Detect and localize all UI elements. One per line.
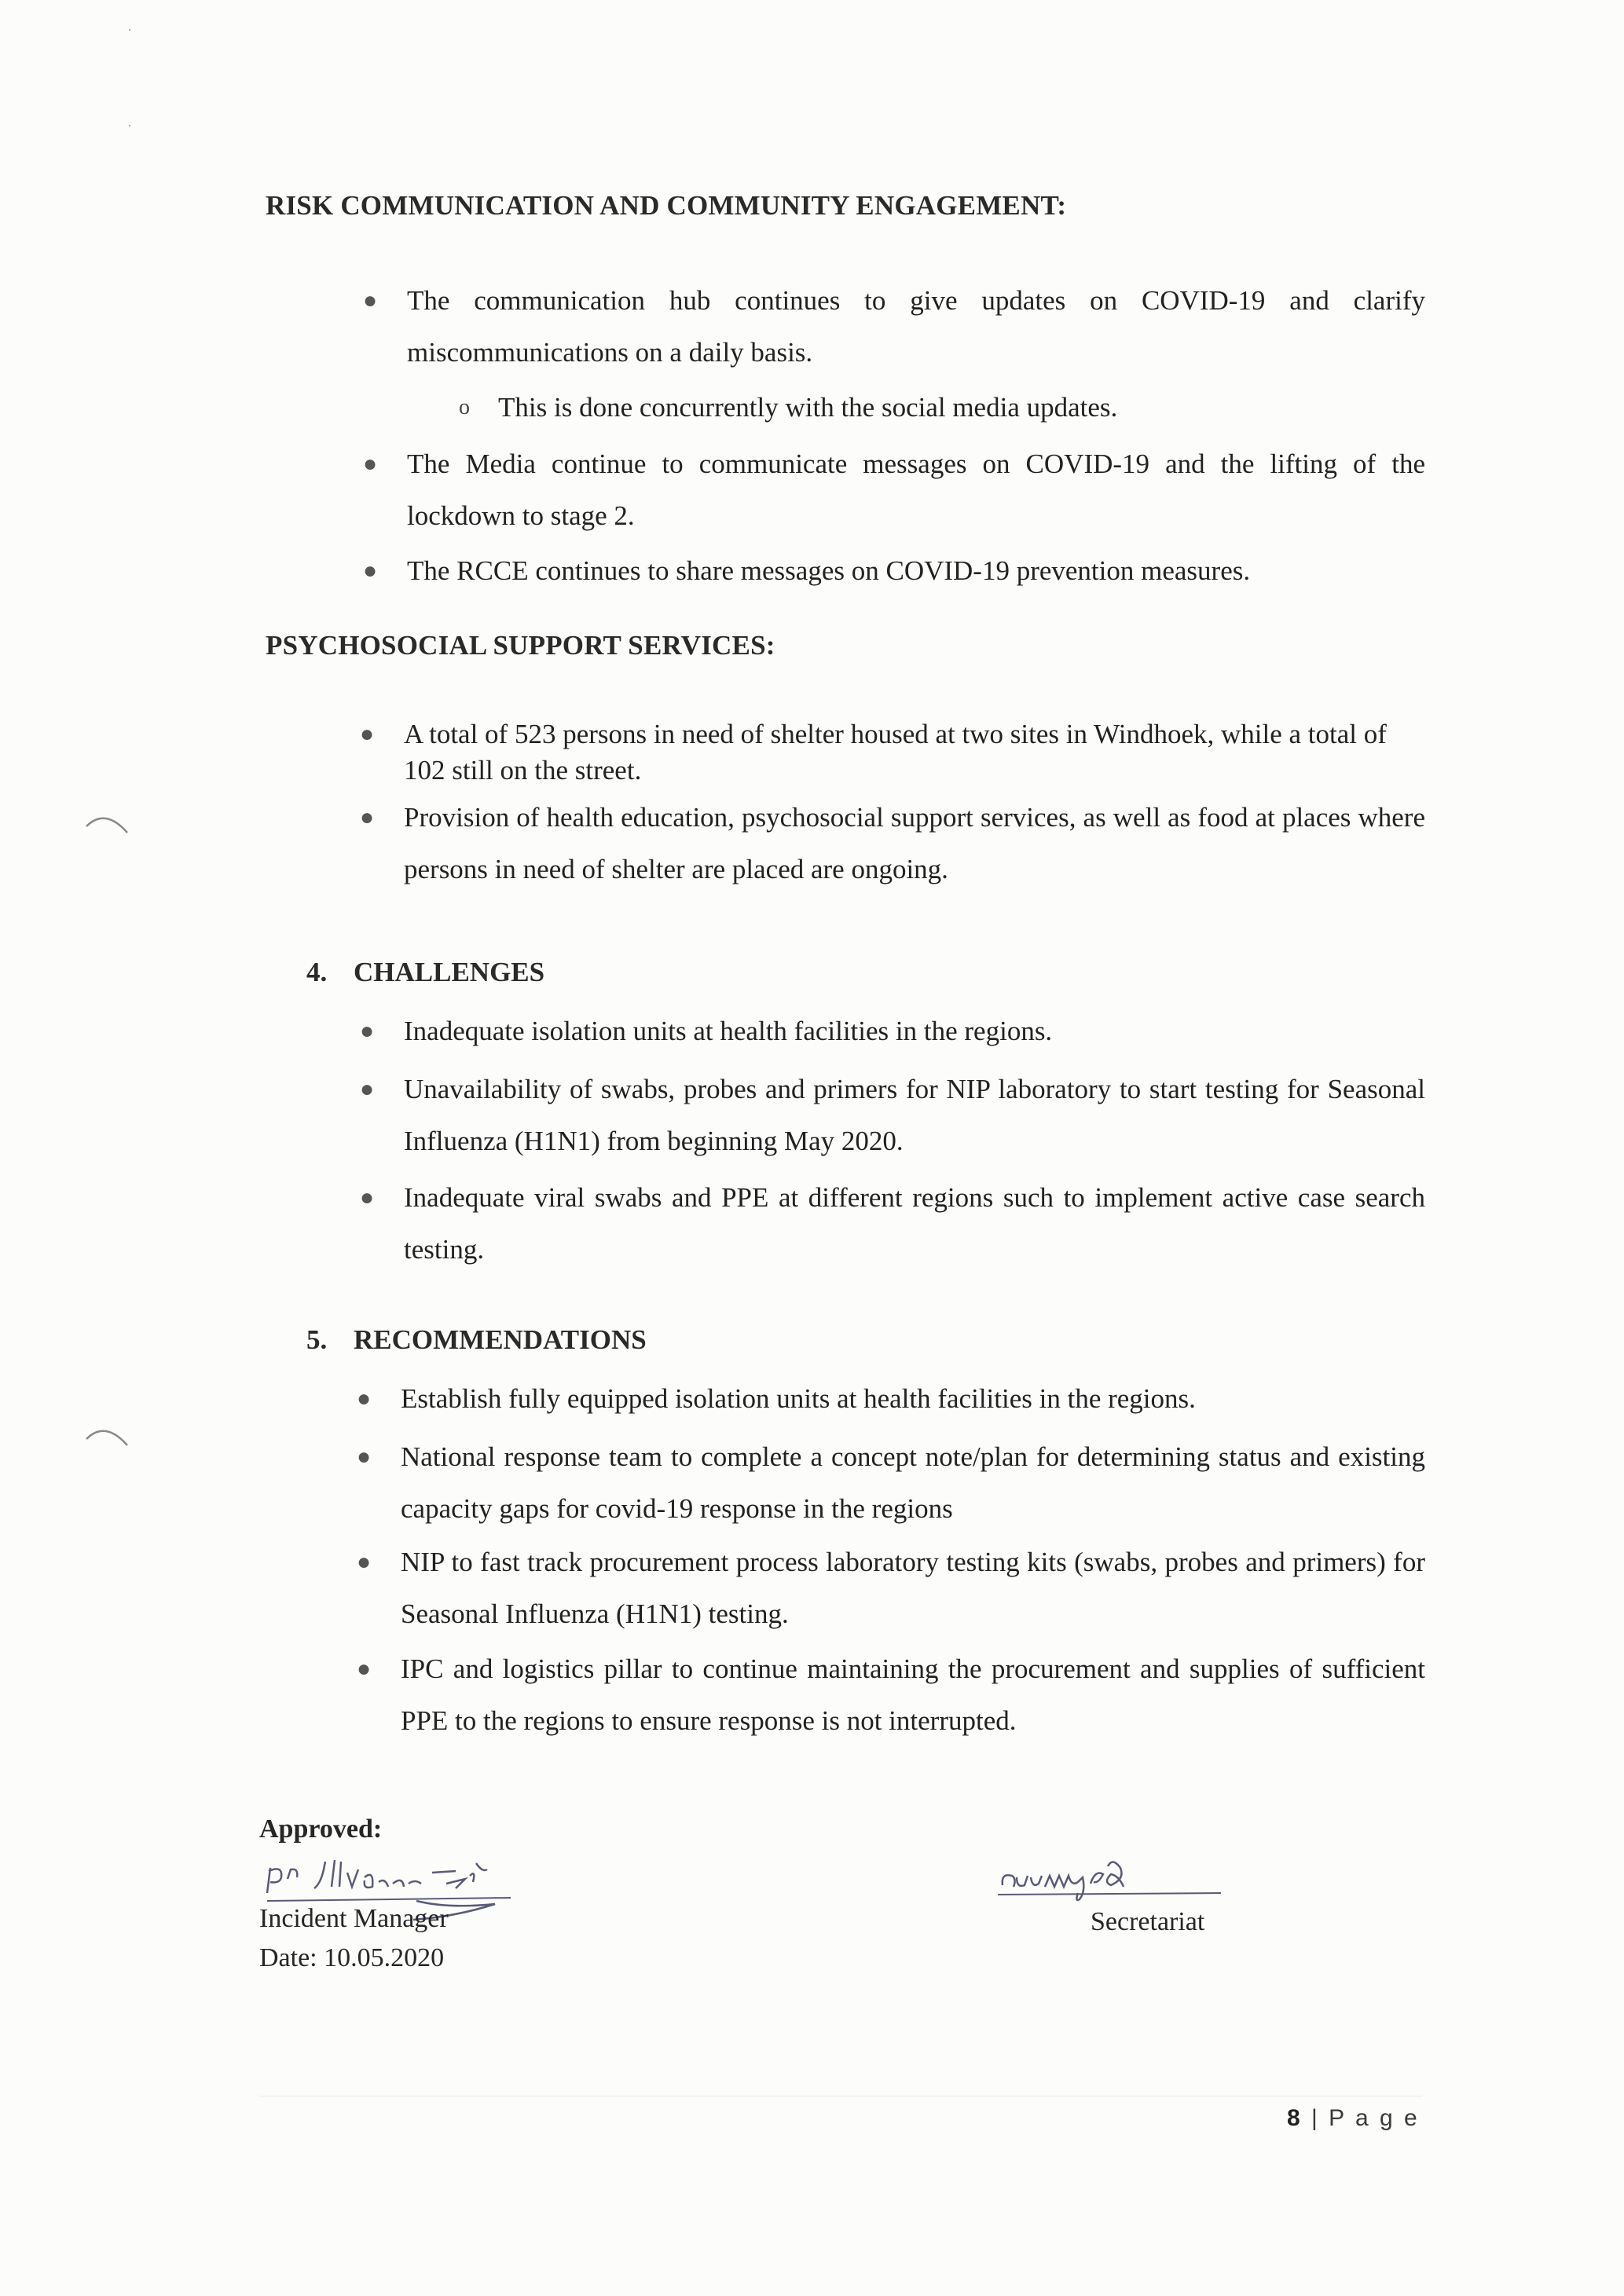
list-item: [360, 1005, 1425, 1057]
list-item-text: The communication hub continues to give updates on COVID-19 and clarify miscommunications on a daily basis.: [407, 285, 1425, 368]
section-number: 5.: [306, 1324, 328, 1355]
bullet-icon: ●: [360, 1076, 375, 1102]
scan-mark: ·: [127, 118, 132, 134]
list-item: [360, 792, 1425, 895]
bullet-icon: ●: [357, 1656, 372, 1682]
approved-label: Approved:: [259, 1814, 383, 1844]
secretariat-signature: [993, 1838, 1229, 1909]
bullet-icon: ●: [357, 1386, 372, 1412]
list-item: [357, 1373, 1425, 1425]
circle-bullet-icon: o: [459, 395, 470, 419]
incident-manager-label: Incident Manager: [259, 1904, 449, 1933]
list-item: [363, 545, 1425, 597]
list-item-text: Unavailability of swabs, probes and primers for NIP laboratory to start testing for Seasonal Influenza (H1N1) from beginning May 2020.: [404, 1074, 1425, 1156]
list-item-text: Establish fully equipped isolation units at health facilities in the regions.: [401, 1383, 1196, 1414]
list-item-text: Provision of health education, psychosocial support services, as well as food at places where persons in need of shelter are placed are ongoing.: [404, 802, 1425, 884]
approval-date: Date: 10.05.2020: [259, 1943, 445, 1972]
page-number: [1287, 2105, 1420, 2132]
list-item: [357, 1536, 1425, 1640]
list-item: [360, 716, 1425, 789]
list-subitem: [459, 382, 1425, 434]
list-item-text: NIP to fast track procurement process laboratory testing kits (swabs, probes and primers) for Seasonal Influenza (H1N1) testing.: [401, 1547, 1425, 1629]
list-item-text: Inadequate viral swabs and PPE at different regions such to implement active case search testing.: [404, 1182, 1425, 1265]
list-item-text: Inadequate isolation units at health facilities in the regions.: [404, 1016, 1053, 1046]
bullet-icon: ●: [357, 1549, 372, 1575]
list-item-text: IPC and logistics pillar to continue maintaining the procurement and supplies of sufficient PPE to the regions to ensure response is not interrupted.: [401, 1653, 1425, 1736]
section-number: 4.: [306, 957, 328, 987]
section-heading-psychosocial: PSYCHOSOCIAL SUPPORT SERVICES:: [266, 630, 775, 661]
bullet-icon: ●: [360, 1018, 375, 1044]
bullet-icon: ●: [363, 451, 378, 477]
list-item: [360, 1172, 1425, 1276]
section-heading-text: RECOMMENDATIONS: [354, 1324, 647, 1355]
list-item-text: National response team to complete a concept note/plan for determining status and existing capacity gaps for covid-19 response in the regions: [401, 1441, 1425, 1524]
list-item-text: The Media continue to communicate messages on COVID-19 and the lifting of the lockdown to stage 2.: [407, 449, 1425, 531]
list-item-text: A total of 523 persons in need of shelter housed at two sites in Windhoek, while a total of 102 still on the street.: [404, 719, 1387, 785]
list-item: [357, 1643, 1425, 1747]
list-item-text: This is done concurrently with the social media updates.: [498, 392, 1118, 423]
bullet-icon: ●: [357, 1444, 372, 1470]
binder-hole-mark: [83, 1422, 130, 1453]
list-item: [363, 438, 1425, 542]
scan-mark: ·: [127, 22, 132, 38]
list-item: [357, 1431, 1425, 1535]
bullet-icon: ●: [360, 804, 375, 830]
page-label: P a g e: [1329, 2105, 1420, 2131]
section-heading-challenges: [306, 957, 544, 988]
bullet-icon: ●: [360, 1185, 375, 1210]
bullet-icon: ●: [360, 721, 375, 747]
section-heading-recommendations: [306, 1324, 647, 1356]
section-heading-rcce: RISK COMMUNICATION AND COMMUNITY ENGAGEMENT:: [266, 190, 1067, 221]
secretariat-label: Secretariat: [1091, 1907, 1205, 1936]
list-item: [360, 1064, 1425, 1167]
list-item-text: The RCCE continues to share messages on COVID-19 prevention measures.: [407, 555, 1251, 586]
bullet-icon: ●: [363, 287, 378, 313]
bullet-icon: ●: [363, 558, 378, 584]
section-heading-text: CHALLENGES: [354, 957, 545, 987]
page-separator: |: [1311, 2105, 1320, 2131]
page-number-value: 8: [1287, 2105, 1303, 2131]
list-item: [363, 275, 1425, 379]
binder-hole-mark: [83, 809, 130, 840]
